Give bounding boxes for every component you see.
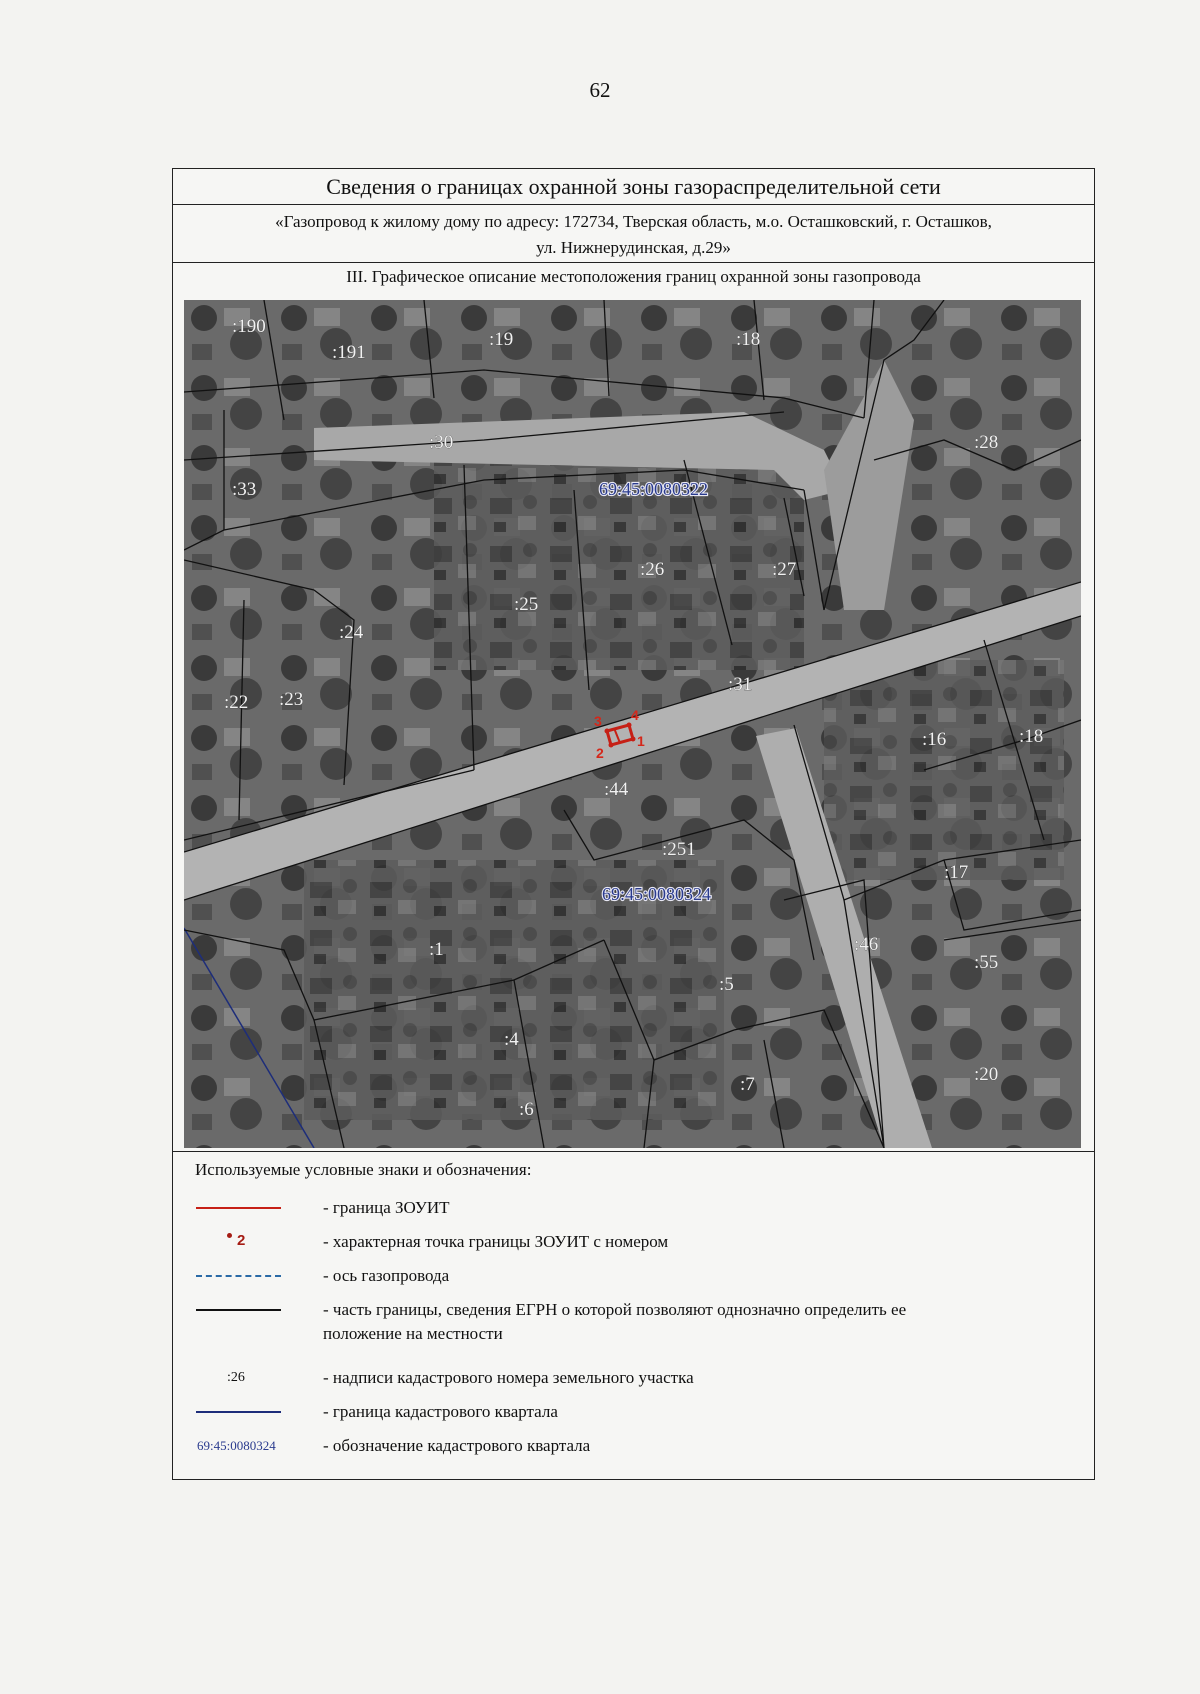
zouit-point-label-3: 3 (594, 713, 602, 729)
object-description (173, 205, 1094, 263)
red-line-symbol (191, 1196, 291, 1220)
parcel-label: :191 (332, 342, 366, 363)
document-title: Сведения о границах охранной зоны газораспределительной сети (173, 169, 1094, 205)
legend-text: - граница кадастрового квартала (323, 1402, 558, 1421)
parcel-label: :44 (604, 779, 629, 800)
parcel-label: :16 (922, 729, 947, 750)
parcel-label: :30 (429, 432, 454, 453)
map-svg (184, 300, 1081, 1148)
parcel-label: :190 (232, 316, 266, 337)
section-title: III. Графическое описание местоположения границ охранной зоны газопровода (346, 267, 921, 286)
parcel-label: :18 (736, 329, 761, 350)
parcel-label: :25 (514, 594, 539, 615)
page-number: 62 (589, 78, 611, 102)
photo-block-north (434, 440, 804, 670)
zouit-point-1 (631, 737, 636, 742)
photo-block-east (824, 660, 1064, 880)
legend-text: - обозначение кадастрового квартала (323, 1436, 591, 1455)
parcel-label: :22 (224, 692, 249, 713)
parcel-label: :31 (728, 674, 753, 695)
parcel-label: :18 (1019, 726, 1044, 747)
parcel-label: :5 (719, 974, 734, 995)
object-description-line-2: ул. Нижнерудинская, д.29» (536, 238, 731, 257)
zouit-point-label-2: 2 (596, 745, 604, 761)
legend-text: - часть границы, сведения ЕГРН о которой позволяют однозначно определить ее (323, 1300, 907, 1319)
zouit-point-label-4: 4 (631, 707, 639, 723)
parcel-label: :24 (339, 622, 364, 643)
parcel-label: :20 (974, 1064, 999, 1085)
parcel-label: :17 (944, 862, 969, 883)
document-frame (172, 168, 1095, 1480)
navy-line-symbol (191, 1400, 291, 1424)
parcel-label: :4 (504, 1029, 519, 1050)
parcel-label: :55 (974, 952, 999, 973)
quarter-label-symbol (191, 1434, 291, 1458)
point-dot-icon (227, 1233, 232, 1238)
point-symbol (191, 1230, 291, 1254)
parcel-label: :6 (519, 1099, 534, 1120)
quarter-label-sample: 69:45:0080324 (197, 1438, 276, 1453)
parcel-label: :1 (429, 939, 444, 960)
parcel-label: :19 (489, 329, 514, 350)
legend-text: - граница ЗОУИТ (323, 1198, 450, 1217)
quarter-label: 69:45:0080324 (602, 884, 712, 904)
legend-text: - характерная точка границы ЗОУИТ с номером (323, 1232, 669, 1251)
quarter-label: 69:45:0080322 (599, 479, 709, 499)
zouit-point-3 (605, 729, 610, 734)
aerial-map (184, 300, 1081, 1148)
legend-text-continued: положение на местности (323, 1324, 503, 1343)
parcel-label: :33 (232, 479, 257, 500)
object-description-line-1: «Газопровод к жилому дому по адресу: 172734, Тверская область, м.о. Осташковский, г. Осташков, (275, 212, 992, 231)
legend-title: Используемые условные знаки и обозначения: (195, 1160, 532, 1179)
parcel-label-sample: :26 (227, 1370, 245, 1385)
parcel-label: :23 (279, 689, 304, 710)
black-line-symbol (191, 1298, 291, 1322)
zouit-point-2 (609, 743, 614, 748)
parcel-label: :7 (740, 1074, 755, 1095)
parcel-label: :26 (640, 559, 665, 580)
parcel-label: :27 (772, 559, 797, 580)
zouit-point-label-1: 1 (637, 733, 645, 749)
parcel-label-symbol (191, 1366, 291, 1390)
zouit-point-4 (627, 723, 632, 728)
legend-text: - ось газопровода (323, 1266, 450, 1285)
point-number: 2 (237, 1232, 246, 1249)
parcel-label: :251 (662, 839, 696, 860)
legend (173, 1151, 1094, 1481)
parcel-label: :46 (854, 934, 879, 955)
parcel-label: :28 (974, 432, 999, 453)
blue-dashed-line-symbol (191, 1264, 291, 1288)
legend-text: - надписи кадастрового номера земельного участка (323, 1368, 694, 1387)
